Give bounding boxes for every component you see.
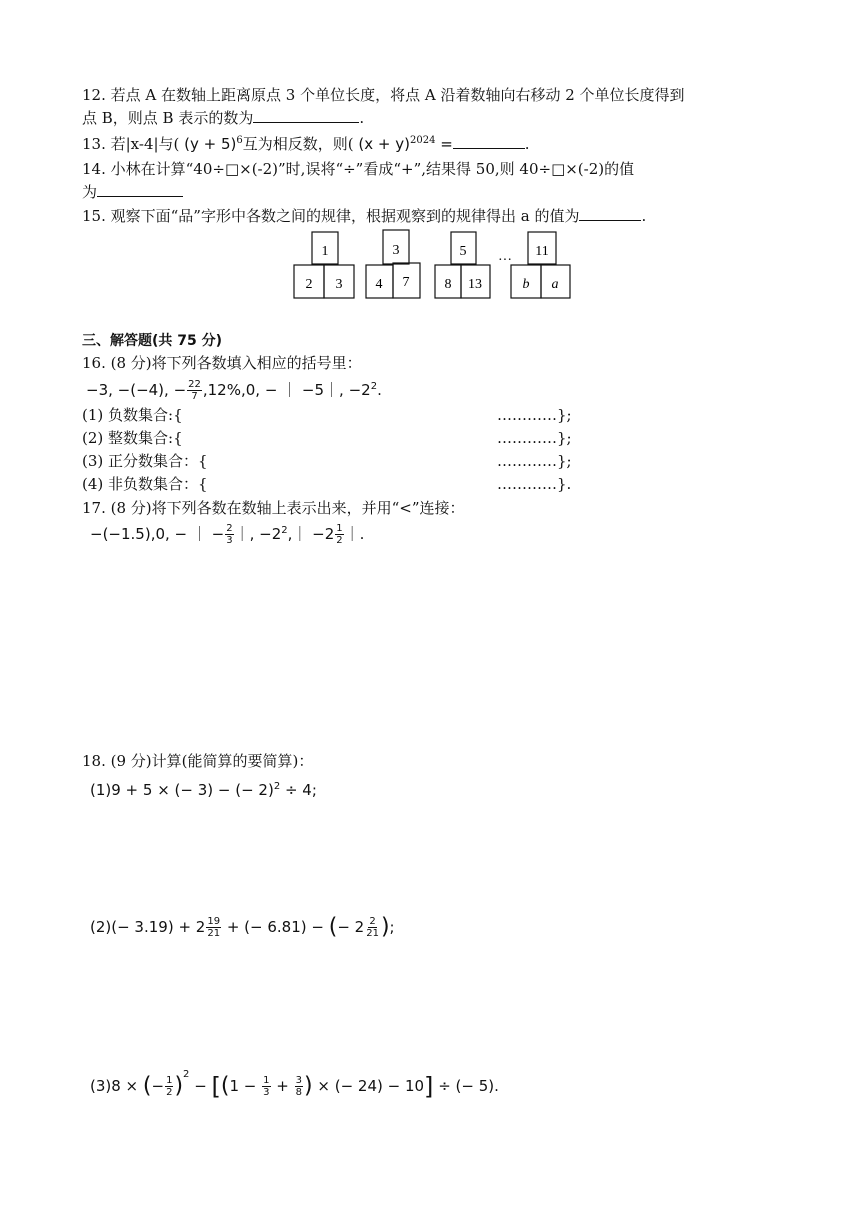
q18-p3-c: − bbox=[189, 1077, 212, 1095]
q18-p2-open-paren: ( bbox=[328, 914, 338, 940]
pin4-right: a bbox=[551, 277, 559, 292]
q18-p3-g: ÷ (− 5). bbox=[433, 1077, 499, 1095]
q17-nums-d: ｜. bbox=[344, 525, 365, 543]
q18-p2-frac2-den: 21 bbox=[366, 928, 379, 939]
q18-p3-close-bracket: ] bbox=[424, 1072, 434, 1101]
q16-stem: 16. (8 分)将下列各数填入相应的括号里： bbox=[82, 354, 362, 372]
pin2-top: 3 bbox=[392, 243, 400, 258]
q16-set-integer bbox=[82, 427, 682, 449]
q17-frac1-den: 3 bbox=[226, 535, 233, 546]
q18-p2-a: (2)(− 3.19) + 2 bbox=[90, 918, 206, 936]
q17-frac1 bbox=[225, 523, 233, 546]
pin-group-4 bbox=[511, 232, 570, 298]
q13-eq: = bbox=[435, 135, 453, 153]
q18-p2-close-paren: ) bbox=[380, 914, 390, 940]
q13-answer-blank[interactable] bbox=[453, 132, 525, 149]
q18-p3-b: − bbox=[151, 1077, 165, 1095]
pin1-right: 3 bbox=[335, 277, 343, 292]
q13-exp1: 6 bbox=[236, 135, 243, 146]
q17-stem: 17. (8 分)将下列各数在数轴上表示出来，并用“<”连接： bbox=[82, 499, 465, 517]
pin1-top: 1 bbox=[321, 244, 329, 259]
q13-period: . bbox=[524, 135, 530, 153]
q16-set-nonnegative bbox=[82, 473, 682, 495]
q18-p1-a: (1)9 + 5 × (− 3) − (− 2) bbox=[90, 781, 274, 799]
pin1-left: 2 bbox=[305, 277, 313, 292]
pin3-right: 13 bbox=[468, 277, 482, 292]
q18-p2-frac1-den: 21 bbox=[207, 928, 221, 939]
q16-numbers-exp: 2 bbox=[370, 381, 378, 392]
q14-line2-text: 为 bbox=[82, 183, 98, 201]
q18-p1-b: ÷ 4; bbox=[280, 781, 317, 799]
q14-answer-blank[interactable] bbox=[97, 180, 183, 197]
q16-set-positive-fraction bbox=[82, 450, 682, 472]
q18-part2 bbox=[90, 912, 395, 943]
q16-frac-den: 7 bbox=[191, 391, 198, 402]
q18-p3-frac2-den: 3 bbox=[263, 1087, 270, 1098]
q13-expr2: (x + y) bbox=[358, 135, 410, 153]
q18-p3-f: × (− 24) − 10 bbox=[312, 1077, 425, 1095]
pin-group-1 bbox=[294, 232, 354, 298]
q17-numbers bbox=[90, 520, 364, 546]
q13-middle: 互为相反数，则( bbox=[242, 135, 354, 153]
q16-fraction bbox=[187, 379, 202, 402]
q18-p3-open-paren: ( bbox=[142, 1073, 152, 1099]
q18-p2-end: ; bbox=[389, 918, 395, 936]
q18-p2-b: + (− 6.81) − bbox=[222, 918, 329, 936]
q18-p3-close-paren-inner: ) bbox=[304, 1073, 313, 1099]
q16-set-dots: …………}; bbox=[497, 406, 572, 424]
pin-figure bbox=[288, 228, 578, 304]
q12-period: . bbox=[359, 109, 365, 127]
q18-p2-frac1-num: 19 bbox=[207, 916, 221, 927]
pin-group-2 bbox=[366, 230, 420, 298]
q16-set-label: (4) 非负数集合：{ bbox=[82, 475, 208, 493]
q18-p3-frac1-den: 2 bbox=[166, 1087, 173, 1098]
q16-set-label: (3) 正分数集合：{ bbox=[82, 452, 208, 470]
q12-line2-text: 点 B，则点 B 表示的数为 bbox=[82, 109, 254, 127]
pin2-right: 7 bbox=[402, 275, 410, 290]
q16-numbers-b: ,12%,0, − ｜ −5｜, −2 bbox=[202, 381, 371, 399]
q18-p3-frac3 bbox=[295, 1075, 303, 1098]
q18-p2-frac2-num: 2 bbox=[369, 916, 376, 927]
q16-numbers-a: −3, −(−4), − bbox=[86, 381, 187, 399]
q18-p3-open-bracket: [ bbox=[211, 1072, 221, 1101]
q17-frac2-num: 1 bbox=[336, 523, 343, 534]
q18-p3-frac3-num: 3 bbox=[295, 1075, 303, 1086]
q18-p3-frac2 bbox=[262, 1075, 270, 1098]
q18-p3-frac2-num: 1 bbox=[263, 1075, 270, 1086]
q15-text: 15. 观察下面“品”字形中各数之间的规律，根据观察到的规律得出 a 的值为 bbox=[82, 207, 580, 225]
q16-set-negative bbox=[82, 404, 682, 426]
q14-line2 bbox=[82, 180, 183, 203]
q18-p3-frac1 bbox=[165, 1075, 173, 1098]
pin4-left: b bbox=[522, 277, 530, 292]
q15-period: . bbox=[641, 207, 647, 225]
q17-nums-exp: 2 bbox=[281, 525, 288, 536]
q17-frac2 bbox=[335, 523, 343, 546]
q18-p2-frac2 bbox=[365, 916, 380, 939]
q18-p3-close-paren: ) bbox=[174, 1073, 184, 1099]
pin2-left: 4 bbox=[375, 277, 383, 292]
q17-frac2-den: 2 bbox=[336, 535, 343, 546]
q18-stem: 18. (9 分)计算(能简算的要简算)： bbox=[82, 752, 314, 770]
q16-numbers bbox=[86, 376, 382, 402]
q18-p3-e: + bbox=[271, 1077, 294, 1095]
q12-line2 bbox=[82, 106, 364, 129]
q18-p1-exp: 2 bbox=[273, 781, 281, 792]
q12-answer-blank[interactable] bbox=[253, 106, 359, 123]
q17-nums-c: ,｜ −2 bbox=[287, 525, 335, 543]
q15-line bbox=[82, 204, 646, 227]
q13-line bbox=[82, 130, 530, 155]
q12-line1: 12. 若点 A 在数轴上距离原点 3 个单位长度，将点 A 沿着数轴向右移动 2 个单位长度得到 bbox=[82, 86, 685, 104]
pin3-left: 8 bbox=[444, 277, 452, 292]
q13-exp2: 2024 bbox=[409, 135, 436, 146]
q16-set-dots: …………}. bbox=[497, 475, 572, 493]
q17-nums-a: −(−1.5),0, − ｜ − bbox=[90, 525, 225, 543]
pin-ellipsis: ··· bbox=[498, 253, 512, 268]
q18-part3 bbox=[90, 1058, 499, 1104]
pin3-top: 5 bbox=[459, 244, 467, 259]
q18-p3-d: 1 − bbox=[229, 1077, 262, 1095]
q18-part1 bbox=[90, 776, 317, 801]
q13-expr1: (y + 5) bbox=[184, 135, 237, 153]
q17-frac1-num: 2 bbox=[226, 523, 233, 534]
q13-prefix: 13. 若|x-4|与( bbox=[82, 135, 180, 153]
q14-line1: 14. 小林在计算“40÷□×(-2)”时,误将“÷”看成“+”,结果得 50,则 40÷□×(-2)的值 bbox=[82, 160, 635, 178]
q18-p3-frac1-num: 1 bbox=[166, 1075, 173, 1086]
q18-p3-a: (3)8 × bbox=[90, 1077, 143, 1095]
q16-numbers-end: . bbox=[377, 381, 382, 399]
q16-set-label: (1) 负数集合:{ bbox=[82, 406, 183, 424]
q18-p3-frac3-den: 8 bbox=[295, 1087, 303, 1098]
q18-p3-open-paren-inner: ( bbox=[220, 1073, 230, 1099]
q18-p2-frac1 bbox=[206, 916, 221, 939]
section3-heading: 三、解答题(共 75 分) bbox=[82, 333, 223, 349]
q18-p2-c: − 2 bbox=[337, 918, 365, 936]
q16-set-dots: …………}; bbox=[497, 452, 572, 470]
q16-set-dots: …………}; bbox=[497, 429, 572, 447]
pin4-top: 11 bbox=[535, 244, 549, 259]
q15-answer-blank[interactable] bbox=[579, 204, 641, 221]
q16-set-label: (2) 整数集合:{ bbox=[82, 429, 183, 447]
q18-p3-exp: 2 bbox=[183, 1069, 190, 1080]
q17-nums-b: ｜, −2 bbox=[234, 525, 282, 543]
q16-frac-num: 22 bbox=[188, 379, 201, 390]
